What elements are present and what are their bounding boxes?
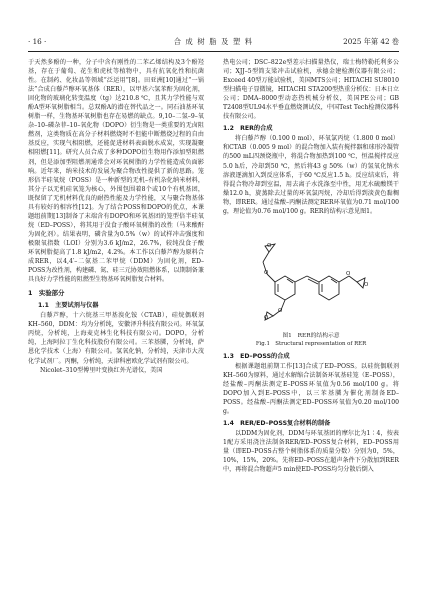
svg-text:O: O	[364, 281, 369, 288]
subsection-title-ed-poss: 1.3 ED–POSS的合成	[223, 352, 290, 360]
subsection-title-rer-synthesis: 1.2 RER的合成	[223, 125, 273, 133]
svg-text:O: O	[346, 270, 351, 277]
issue-label: 2025 年第 42 卷	[343, 37, 399, 46]
page-header	[28, 36, 399, 50]
reagents-paragraph: 白藜芦醇，十六烷基三甲基溴化铵（CTAB），硅烷偶联剂KH–560，DDM：均为分析纯，安徽泽升科技有限公司。环氧氯丙烷，分析纯，上海麦克林生化科技有限公司。DOPO，分析纯，上海阿拉丁生化科技股份有限公司。三苯基膦，分析纯，萨恩化学技术（上海）有限公司。氢氧化钠，分析纯，天津市大茂化学试剂厂。丙酮，分析纯，天津科密欧化学试剂有限公司。	[28, 312, 204, 365]
journal-title: 合 成 树 脂 及 塑 料	[173, 37, 254, 46]
svg-text:O: O	[264, 269, 269, 276]
figure-caption-cn: 图1 RER的结构示意	[282, 332, 340, 339]
rer-structure-diagram	[223, 222, 399, 330]
svg-text:O: O	[267, 242, 272, 249]
header-rule	[28, 51, 399, 52]
rer-structure-figure	[223, 222, 399, 330]
instruments-paragraph: Nicolet–310型傅里叶变换红外光谱仪，美国	[40, 366, 163, 374]
svg-text:O: O	[264, 314, 269, 321]
subsection-title-composite: 1.4 RER/ED–POSS复合材料的制备	[223, 420, 331, 428]
figure-caption-en: Fig.1 Structural representation of RER	[255, 340, 367, 347]
page-number: · 16 ·	[28, 37, 47, 46]
left-column	[28, 58, 204, 375]
rer-synthesis-paragraph: 将白藜芦醇（0.100 0 mol）、环氧氯丙烷（1.800 0 mol）和CTAB（0.005 9 mol）的混合物加入装有搅拌器和球形冷凝管的500 mL四颈烧瓶中，将混合物加热到100 ℃，恒温搅拌反应5.0 h后，冷却到50 ℃，然后将43 g 50%（w）的氢氧化钠水溶液逐滴加入到反应体系，于60 ℃反应1.5 h。反应结束后，将得混合物冷却到室温，用去离子水洗涤至中性，用无水硫酸镁干燥12.0 h，旋蒸除去过量的环氧氯丙烷，冷却后得到淡黄色黏稠物，即RER。通过盐酸–丙酮法测定RER环氧值为0.71 mol/100 g，理论值为0.76 mol/100 g。RER的结构示意见图1。	[223, 135, 399, 215]
subsection-title-reagents: 1.1 主要试剂与仪器	[38, 302, 99, 310]
composite-paragraph: 以DDM为固化剂，DDM与环氧基团的摩尔比为1∶4，按表1配方采用浇注法制备RER/ED–POSS复合材料，ED–POSS用量（即ED–POSS占整个树脂体系的质量分数）分别为0，5%，10%，15%，20%。先将ED–POSS在超声条件下分散加到RER中，再将混合物超声5 min使ED–POSS均匀分散后倒入	[223, 430, 399, 474]
svg-text:O: O	[278, 307, 283, 314]
ed-poss-paragraph: 根据课题组前期工作[13]合成了ED–POSS。以硅烷偶联剂KH–560为原料，通过水解缩合法制备环氧基硅笼（E–POSS），经盐酸–丙酮法测定E–POSS环氧值为0.56 mol/100 g。将DOPO加入到E–POSS中，以三苯基膦为催化剂制备ED–POSS。经盐酸–丙酮法测定ED–POSS环氧值为0.20 mol/100 g。	[223, 362, 399, 416]
intro-paragraph: 于天然多酚的一种，分子中含有刚性的二苯乙烯结构及3个酚羟基，存在于葡萄、花生和虎杖等植物中，具有抗氧化性和抗菌性。在制药、化妆品等领域“泛运用”[8]。田亚洲[10]通过“一锅法”合成白藜芦醇环氧基体（RER），以甲基六氢苯酐为固化剂，固化物的玻璃化转变温度（tg）达210.8 ℃，且其力学性能与双酚A型环氧树脂相当。总双酚A的潜在替代品之一。同石油基环氧树脂一样，生物基环氧树脂也存在易燃的缺点。9,10–二氢–9–氧杂–10–磷杂菲–10–氧化物（DOPO）衍生物是一类重要的无卤阻燃剂，这类物质在高分子材料燃烧时不但能中断燃烧过程的自由基反应，实现气相阻燃，还能促进材料表面脱水成炭，实现凝聚相阻燃[11]。研究人员合成了多种DOPO衍生物用作添加型阻燃剂，但是添加型阻燃剂通常会对环氧树脂的力学性能造成负面影响。近年来，纳米技术的发展为聚合物改性提供了新的思路。笼形倍半硅氧烷（POSS）是一种新型的无机–有机杂化纳米材料，其分子以无机硅氧笼为核心，外围包围着8个或10个有机基团，既保留了无机材料优良的耐热性能及力学性能，又与聚合物基体具有较好的相容性[12]。为了结合POSS和DOPO的优点，本课题组前期[13]制备了末端含有DOPO和环氧基团的笼型倍半硅氧烷（ED–POSS），将其用于没食子酸环氧树脂的改性（马来酸酐为固化剂）。结果表明，磷含量为0.5%（w）的试样冲击强度和极限氧指数（LOI）分别为3.6 kJ/m2，26.7%，较纯没食子酸环氧树脂提高了1.8 kJ/m2，4.2%。本工作以白藜芦醇为原料合成RER，以4,4′–二氨基二苯甲烷（DDM）为固化剂，ED–POSS为改性剂，构建磷、氮、硅三元协效阻燃体系，以期制备兼具良好力学性能的阻燃型生物基环氧树脂复合材料。	[28, 59, 204, 284]
section-title-experimental: 1 实验部分	[28, 289, 65, 298]
right-column	[223, 58, 399, 474]
instruments-continued-paragraph: 热电公司；DSC–822e型差示扫描量热仪，瑞士梅特勒托利多公司；XJJ–5型简支梁冲击试验机，承德金建检测仪器有限公司；Exceed 40型万能试验机，美国MTS公司；HITACHI SU8010型扫描电子显微镜，HITACHI STA200型热重分析仪：日本日立公司；DMA–8000型动态热机械分析仪，美国PE公司；GB T2408型UL94水平垂直燃烧测试仪，中国Test Tech检测仪器科技有限公司。	[223, 59, 399, 121]
